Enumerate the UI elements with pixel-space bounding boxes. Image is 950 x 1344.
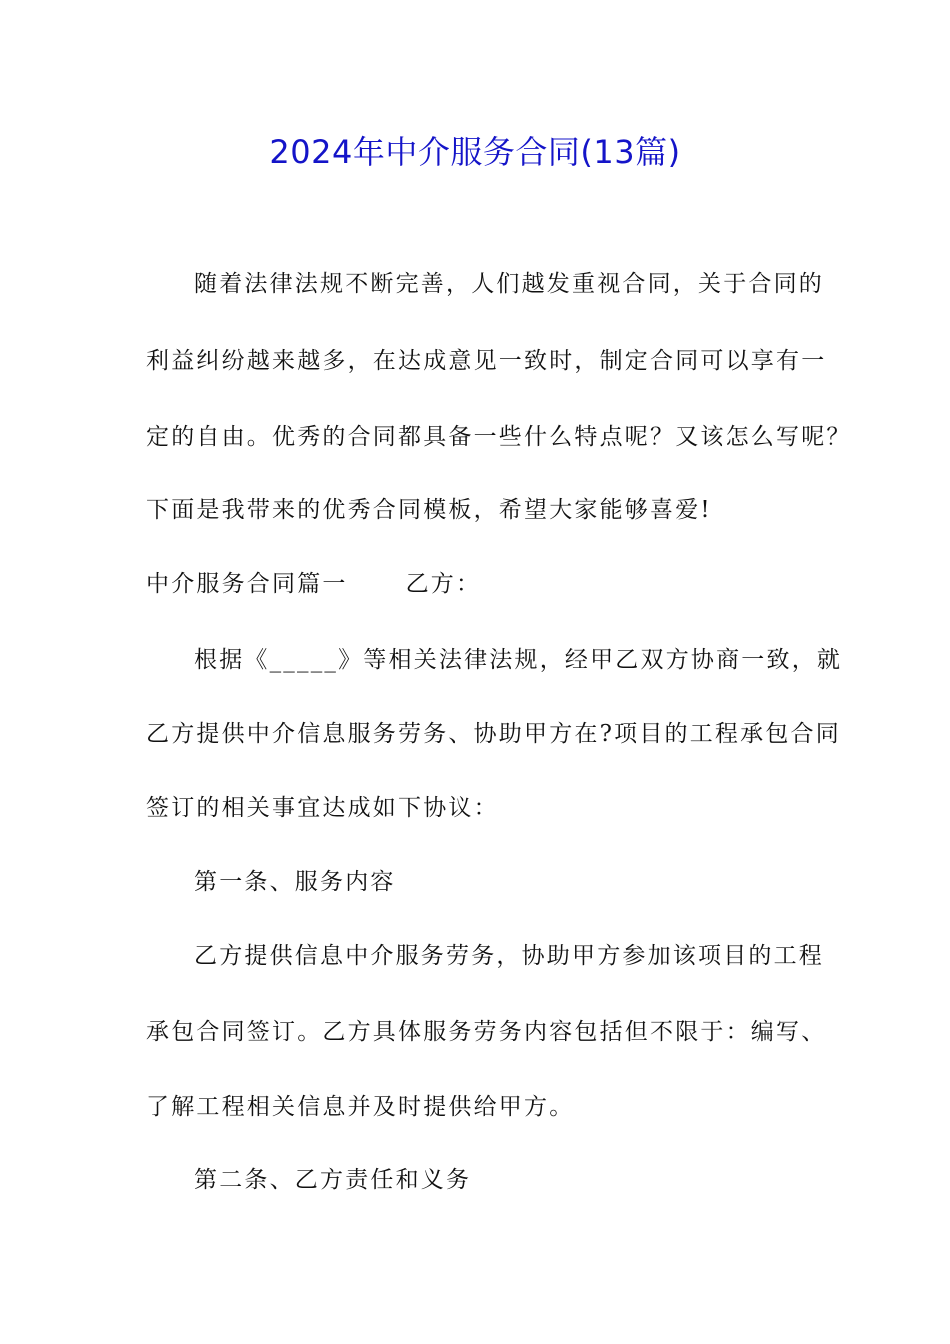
paragraph-line: 下面是我带来的优秀合同模板，希望大家能够喜爱!	[146, 497, 712, 523]
paragraph-line: 乙方提供中介信息服务劳务、协助甲方在?项目的工程承包合同	[146, 721, 841, 747]
paragraph-line: 承包合同签订。乙方具体服务劳务内容包括但不限于：编写、	[146, 1019, 827, 1045]
paragraph-line: 乙方提供信息中介服务劳务，协助甲方参加该项目的工程	[194, 943, 824, 969]
section-heading: 中介服务合同篇一	[146, 571, 348, 597]
paragraph-line: 根据《_____》等相关法律法规，经甲乙双方协商一致，就	[194, 647, 843, 673]
section-heading-line	[146, 564, 826, 604]
party-b-label: 乙方：	[405, 571, 482, 597]
paragraph-line: 利益纠纷越来越多，在达成意见一致时，制定合同可以享有一	[146, 348, 827, 374]
paragraph-line: 定的自由。优秀的合同都具备一些什么特点呢？又该怎么写呢？	[146, 424, 852, 450]
paragraph-line: 了解工程相关信息并及时提供给甲方。	[146, 1094, 575, 1120]
paragraph-line: 签订的相关事宜达成如下协议：	[146, 795, 499, 821]
document-title: 2024年中介服务合同(13篇)	[269, 133, 681, 171]
article-heading: 第二条、乙方责任和义务	[194, 1167, 472, 1193]
article-heading: 第一条、服务内容	[194, 869, 396, 895]
paragraph-line: 随着法律法规不断完善，人们越发重视合同，关于合同的	[194, 271, 824, 297]
